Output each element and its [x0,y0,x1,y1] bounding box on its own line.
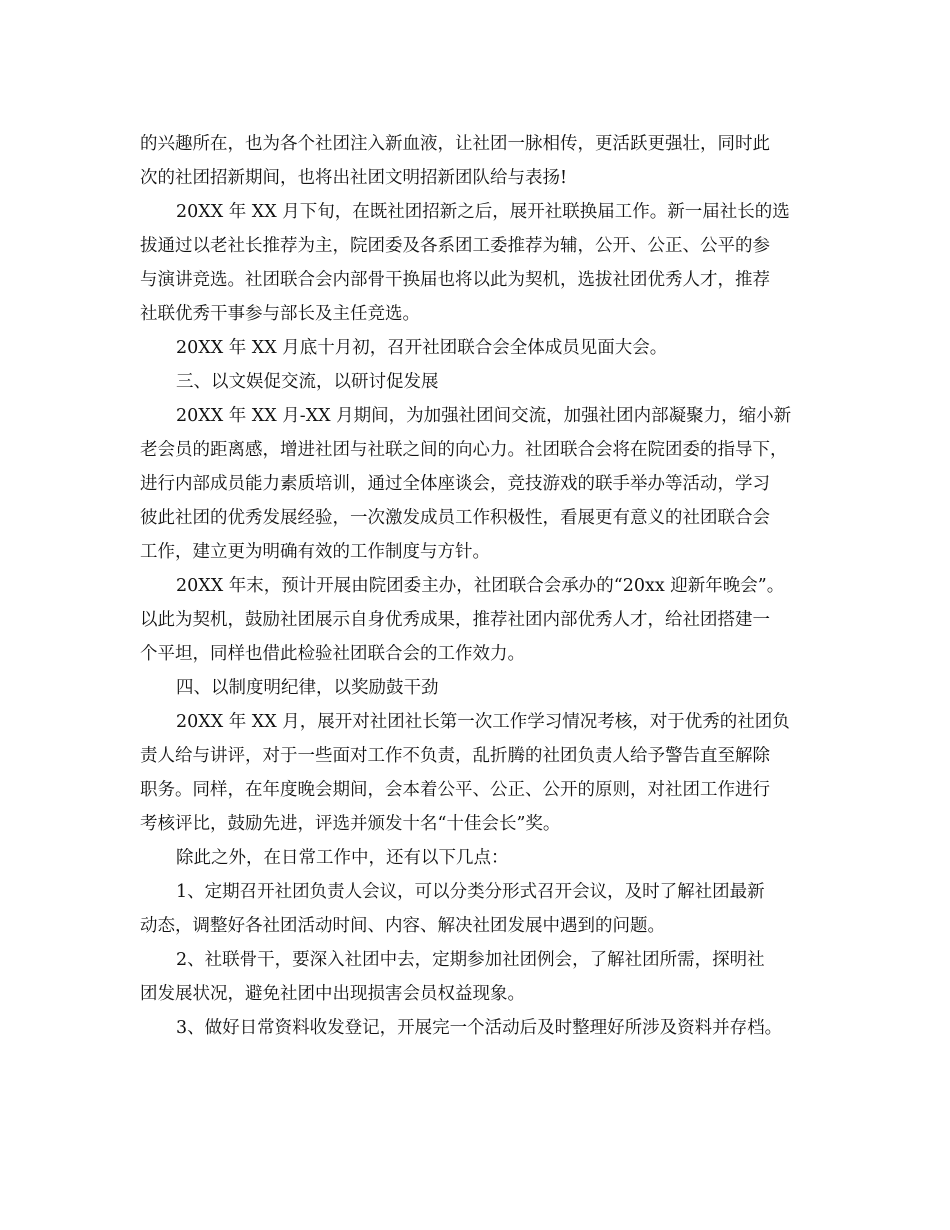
section-heading: 三、以文娱促交流，以研讨促发展 [176,372,439,392]
document-body [140,127,812,1045]
paragraph-start-line: 20XX 年末，预计开展由院团委主办，社团联合会承办的“20xx 迎新年晚会”。 [176,576,785,596]
paragraph-start-line: 20XX 年 XX 月底十月初，召开社团联合会全体成员见面大会。 [176,338,668,358]
text-line: 的兴趣所在，也为各个社团注入新血液，让社团一脉相传，更活跃更强壮，同时此 [140,134,770,154]
text-line: 职务。同样，在年度晚会期间，会本着公平、公正、公开的原则，对社团工作进行 [140,780,770,800]
text-line: 动态，调整好各社团活动时间、内容、解决社团发展中遇到的问题。 [140,916,665,936]
paragraph-start-line: 20XX 年 XX 月下旬，在既社团招新之后，展开社联换届工作。新一届社长的选 [176,202,790,222]
text-line: 与演讲竞选。社团联合会内部骨干换届也将以此为契机，选拔社团优秀人才，推荐 [140,270,770,290]
text-line: 社联优秀干事参与部长及主任竞选。 [140,304,420,324]
text-line: 考核评比，鼓励先进，评选并颁发十名“十佳会长”奖。 [140,814,561,834]
text-line: 团发展状况，避免社团中出现损害会员权益现象。 [140,984,525,1004]
text-line: 老会员的距离感，增进社团与社联之间的向心力。社团联合会将在院团委的指导下， [140,440,788,460]
list-item-line: 3、做好日常资料收发登记，开展完一个活动后及时整理好所涉及资料并存档。 [176,1018,783,1038]
text-line: 责人给与讲评，对于一些面对工作不负责，乱折腾的社团负责人给予警告直至解除 [140,746,770,766]
list-item-line: 2、社联骨干，要深入社团中去，定期参加社团例会，了解社团所需，探明社 [176,950,765,970]
text-line: 拔通过以老社长推荐为主，院团委及各系团工委推荐为辅，公开、公正、公平的参 [140,236,770,256]
paragraph-start-line: 20XX 年 XX 月-XX 月期间，为加强社团间交流，加强社团内部凝聚力，缩小新 [176,406,792,426]
paragraph-start-line: 20XX 年 XX 月，展开对社团社长第一次工作学习情况考核，对于优秀的社团负 [176,712,790,732]
text-line: 彼此社团的优秀发展经验，一次激发成员工作积极性，看展更有意义的社团联合会 [140,508,770,528]
list-item-line: 1、定期召开社团负责人会议，可以分类分形式召开会议，及时了解社团最新 [176,882,765,902]
text-line: 个平坦，同样也借此检验社团联合会的工作效力。 [140,644,525,664]
section-heading: 四、以制度明纪律，以奖励鼓干劲 [176,678,439,698]
text-line: 次的社团招新期间，也将出社团文明招新团队给与表扬! [140,168,568,188]
text-line: 工作，建立更为明确有效的工作制度与方针。 [140,542,490,562]
text-line: 进行内部成员能力素质培训，通过全体座谈会，竞技游戏的联手举办等活动，学习 [140,474,770,494]
text-line: 以此为契机，鼓励社团展示自身优秀成果，推荐社团内部优秀人才，给社团搭建一 [140,610,770,630]
paragraph-start-line: 除此之外，在日常工作中，还有以下几点： [176,848,509,868]
